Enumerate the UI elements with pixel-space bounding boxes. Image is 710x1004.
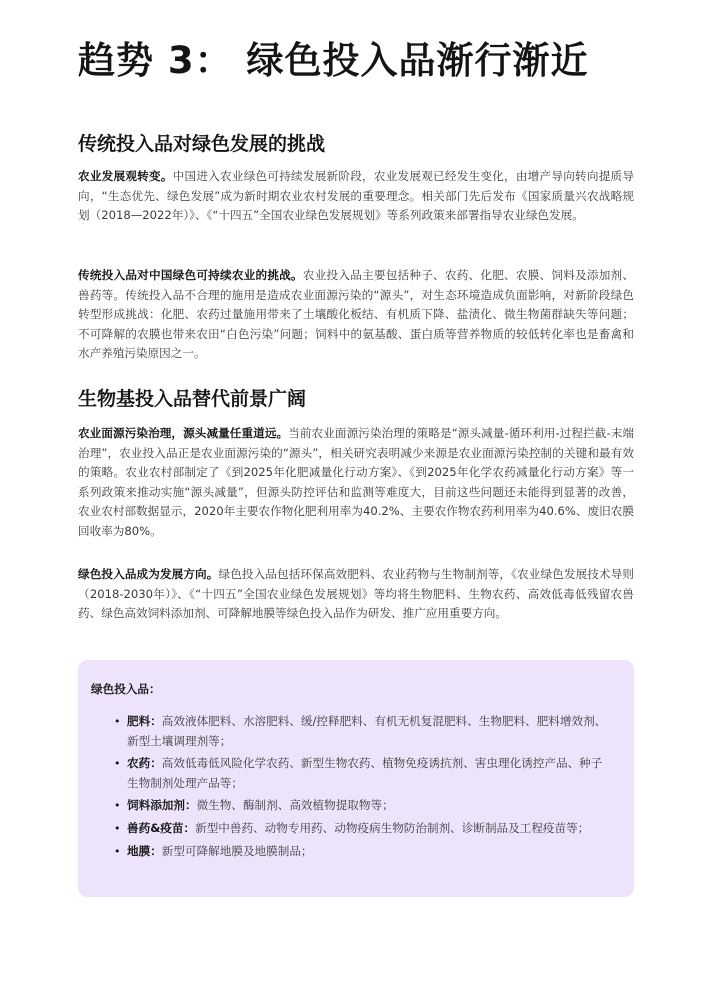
paragraph-body: 绿色投入品包括环保高效肥料、农业药物与生物制剂等，《农业绿色发展技术导则（2018-2030年）》、《“十四五”全国农业绿色发展规划》等均将生物肥料、生物农药、高效低毒低残留农兽药、绿色高效饲料添加剂、可降解地膜等绿色投入品作为研发、推广应用重要方向。 — [78, 567, 634, 621]
list-item-label: 肥料： — [127, 714, 162, 728]
bullet-icon: • — [114, 757, 121, 771]
list-item-vet-vaccine — [114, 819, 614, 839]
list-item-label: 兽药&疫苗： — [127, 820, 196, 835]
list-item-label: 农药： — [127, 756, 162, 771]
callout-title: 绿色投入品： — [91, 682, 161, 696]
green-inputs-callout — [78, 660, 634, 897]
section-heading-bio-inputs: 生物基投入品替代前景广阔 — [78, 388, 307, 410]
list-item-feed-additive — [114, 796, 614, 816]
list-item-label: 地膜： — [127, 843, 162, 858]
list-item-text: 高效低毒低风险化学农药、新型生物农药、植物免疫诱抗剂、害虫理化诱控产品、种子生物制剂处理产品等； — [127, 756, 603, 790]
list-item-text: 高效液体肥料、水溶肥料、缓/控释肥料、有机无机复混肥料、生物肥料、肥料增效剂、新型土壤调理剂等； — [127, 714, 607, 748]
bullet-icon: • — [114, 821, 121, 835]
list-item-mulch-film — [114, 842, 614, 862]
green-inputs-list — [91, 712, 614, 861]
page-title: 趋势 3： 绿色投入品渐行渐近 — [78, 39, 589, 82]
bullet-icon: • — [114, 715, 121, 728]
bullet-icon: • — [114, 844, 121, 858]
list-item-fertilizer — [114, 712, 614, 751]
paragraph-lead: 农业面源污染治理，源头减量任重道远。 — [78, 426, 289, 440]
paragraph-development-view — [78, 167, 634, 226]
paragraph-lead: 绿色投入品成为发展方向。 — [78, 567, 219, 581]
paragraph-body: 农业投入品主要包括种子、农药、化肥、农膜、饲料及添加剂、兽药等。传统投入品不合理的施用是造成农业面源污染的“源头”，对生态环境造成负面影响，对新阶段绿色转型形成挑战：化肥、农药过量施用带来了土壤酸化板结、有机质下降、盐渍化、微生物菌群缺失等问题；不可降解的农膜也带来农田“白色污染”问题；饲料中的氨基酸、蛋白质等营养物质的较低转化率也是畜禽和水产养殖污染原因之一。 — [78, 268, 634, 361]
list-item-text: 新型中兽药、动物专用药、动物疫病生物防治制剂、诊断制品及工程疫苗等； — [195, 820, 590, 835]
list-item-label: 饲料添加剂： — [127, 798, 197, 813]
paragraph-lead: 传统投入品对中国绿色可持续农业的挑战。 — [78, 268, 303, 282]
paragraph-green-direction — [78, 565, 634, 624]
section-heading-challenges: 传统投入品对绿色发展的挑战 — [78, 133, 326, 155]
list-item-text: 新型可降解地膜及地膜制品； — [161, 843, 313, 858]
list-item-text: 微生物、酶制剂、高效植物提取物等； — [196, 798, 394, 813]
paragraph-pollution-control — [78, 424, 634, 542]
bullet-icon: • — [114, 799, 121, 813]
paragraph-body: 中国进入农业绿色可持续发展新阶段，农业发展观已经发生变化，由增产导向转向提质导向，“生态优先、绿色发展”成为新时期农业农村发展的重要理念。相关部门先后发布《国家质量兴农战略规划（2018—2022年）》、《“十四五”全国农业绿色发展规划》等系列政策来部署指导农业绿色发展。 — [78, 169, 634, 223]
paragraph-lead: 农业发展观转变。 — [78, 169, 173, 183]
paragraph-body: 当前农业面源污染治理的策略是“源头减量-循环利用-过程拦截-末端治理”，农业投入品正是农业面源污染的“源头”，相关研究表明减少来源是农业面源污染控制的关键和最有效的策略。农业农村部制定了《到2025年化肥减量化行动方案》、《到2025年化学农药减量化行动方案》等一系列政策来推动实施“源头减量”，但源头防控评估和监测等难度大，目前这些问题还未能得到显著的改善，农业农村部数据显示，2020年主要农作物化肥利用率为40.2%、主要农作物农药利用率为40.6%、废旧农膜回收率为80%。 — [78, 426, 634, 538]
list-item-pesticide — [114, 754, 614, 793]
paragraph-traditional-inputs — [78, 266, 634, 364]
